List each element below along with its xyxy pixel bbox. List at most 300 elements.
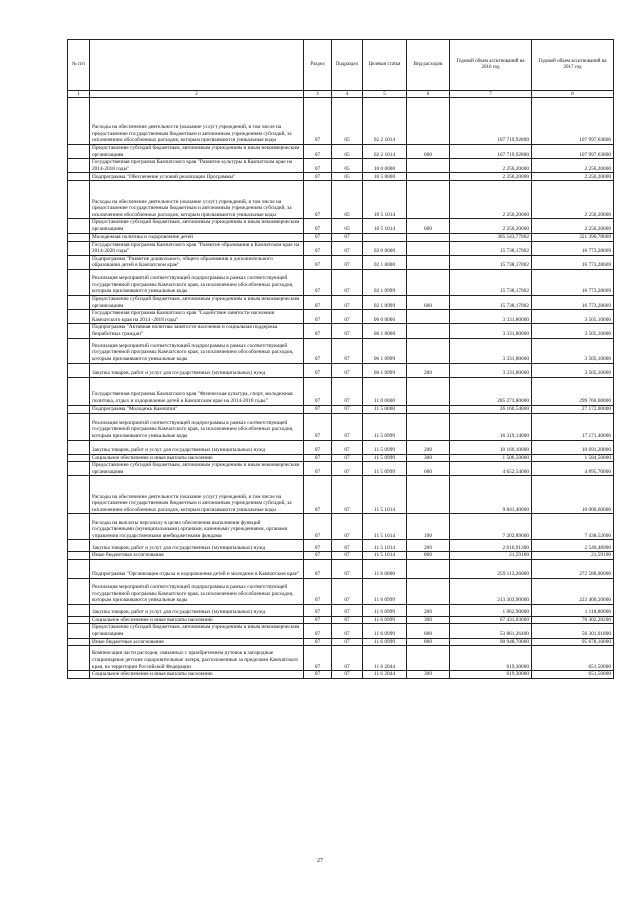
cell-num	[68, 646, 90, 671]
cell-vr	[407, 173, 450, 181]
table-row	[68, 646, 614, 671]
cell-2017: 107 997,63800	[532, 145, 614, 159]
cell-2016: 1 506,50000	[450, 454, 532, 462]
cell-name: Реализация мероприятий соответствующей подпрограммы в рамках соответствующей государственной программы Камчатского края, за исключением обособленных расходов, которым присваиваются уникальные коды	[90, 269, 304, 295]
column-number: 4	[332, 91, 363, 98]
cell-name: Закупка товаров, работ и услуг для государственных (муниципальных) нужд	[90, 363, 304, 377]
table-row	[68, 324, 614, 338]
cell-2016: 2 256,20000	[450, 173, 532, 181]
cell-num	[68, 604, 90, 616]
cell-razdel: 07	[304, 233, 332, 241]
cell-csr: 11 5 1014	[363, 540, 407, 552]
table-row	[68, 338, 614, 363]
cell-csr: 02 2 1014	[363, 98, 407, 145]
cell-vr	[407, 413, 450, 440]
table-row	[68, 310, 614, 324]
cell-2016: 21,59100	[450, 552, 532, 560]
cell-podrazdel: 05	[332, 173, 363, 181]
table-body	[68, 98, 614, 679]
cell-vr: 600	[407, 624, 450, 638]
cell-2017: 2 540,48900	[532, 540, 614, 552]
cell-podrazdel: 07	[332, 310, 363, 324]
cell-name: Расходы на выплаты персоналу в целях обеспечения выполнения функций государственными (муниципальными) органами, казенными учреждениями, органами управления государственными внебюджетными фондами	[90, 514, 304, 540]
cell-vr: 800	[407, 552, 450, 560]
cell-vr	[407, 646, 450, 671]
table-row	[68, 377, 614, 405]
table-row	[68, 181, 614, 219]
cell-razdel: 07	[304, 310, 332, 324]
table-row	[68, 159, 614, 173]
cell-razdel: 07	[304, 324, 332, 338]
cell-podrazdel: 07	[332, 413, 363, 440]
cell-vr	[407, 159, 450, 173]
cell-csr: 11 6 0999	[363, 578, 407, 604]
table-row	[68, 98, 614, 145]
table-row	[68, 405, 614, 413]
cell-razdel: 07	[304, 145, 332, 159]
column-number: 8	[532, 91, 614, 98]
cell-2016: 213 303,90000	[450, 578, 532, 604]
cell-num	[68, 616, 90, 624]
cell-2017: 321 390,78669	[532, 233, 614, 241]
cell-razdel: 07	[304, 646, 332, 671]
cell-vr: 300	[407, 671, 450, 679]
cell-name: Закупка товаров, работ и услуг для государственных (муниципальных) нужд	[90, 604, 304, 616]
cell-2017: 2 256,20000	[532, 159, 614, 173]
cell-2017: 1 584,50000	[532, 454, 614, 462]
column-number: 6	[407, 91, 450, 98]
cell-csr: 11 5 0999	[363, 454, 407, 462]
cell-razdel: 07	[304, 604, 332, 616]
cell-vr	[407, 269, 450, 295]
cell-podrazdel: 05	[332, 145, 363, 159]
cell-num	[68, 219, 90, 233]
cell-razdel: 07	[304, 219, 332, 233]
cell-podrazdel: 07	[332, 377, 363, 405]
cell-2016: 53 861,26400	[450, 624, 532, 638]
cell-vr: 600	[407, 462, 450, 476]
cell-num	[68, 638, 90, 646]
cell-num	[68, 405, 90, 413]
cell-podrazdel: 07	[332, 616, 363, 624]
table-row	[68, 559, 614, 578]
cell-vr: 200	[407, 604, 450, 616]
cell-razdel: 07	[304, 540, 332, 552]
table-row	[68, 241, 614, 255]
cell-name: Предоставление субсидий бюджетным, автономным учреждениям и иным некоммерческим организациям	[90, 624, 304, 638]
cell-name: Государственная программа Камчатского края "Содействие занятости населения Камчатского края на 2014 -2018 годы"	[90, 310, 304, 324]
table-row	[68, 219, 614, 233]
cell-razdel: 07	[304, 241, 332, 255]
cell-podrazdel: 07	[332, 269, 363, 295]
cell-2016: 619,30000	[450, 671, 532, 679]
cell-podrazdel: 05	[332, 181, 363, 219]
cell-2016: 15 738,17002	[450, 241, 532, 255]
cell-num	[68, 377, 90, 405]
cell-razdel: 07	[304, 181, 332, 219]
cell-name: Государственная программа Камчатского края "Развитие образования в Камчатском крае на 2014-2020 годы"	[90, 241, 304, 255]
cell-csr: 10 5 1014	[363, 181, 407, 219]
cell-csr: 11 0 0000	[363, 377, 407, 405]
cell-podrazdel: 07	[332, 324, 363, 338]
cell-2017: 95 678,10000	[532, 638, 614, 646]
cell-num	[68, 363, 90, 377]
cell-2016: 26 160,54000	[450, 405, 532, 413]
cell-podrazdel: 07	[332, 578, 363, 604]
cell-vr	[407, 255, 450, 269]
table-row	[68, 638, 614, 646]
cell-name: Предоставление субсидий бюджетным, автономным учреждениям и иным некоммерческим организациям	[90, 462, 304, 476]
table-row	[68, 476, 614, 514]
cell-razdel: 07	[304, 578, 332, 604]
cell-vr	[407, 181, 450, 219]
cell-num	[68, 476, 90, 514]
header-2017: Годовой объем ассигнований на 2017 год	[532, 40, 614, 91]
cell-2017: 223 400,20000	[532, 578, 614, 604]
cell-num	[68, 462, 90, 476]
cell-num	[68, 671, 90, 679]
cell-razdel: 07	[304, 671, 332, 679]
cell-razdel: 07	[304, 462, 332, 476]
cell-podrazdel: 05	[332, 219, 363, 233]
cell-csr: 11 6 0000	[363, 559, 407, 578]
cell-2017: 3 505,10000	[532, 363, 614, 377]
cell-2017: 56 301,01800	[532, 624, 614, 638]
cell-2016: 3 331,80000	[450, 338, 532, 363]
cell-podrazdel: 07	[332, 552, 363, 560]
cell-num	[68, 454, 90, 462]
cell-razdel: 07	[304, 255, 332, 269]
table-row	[68, 578, 614, 604]
cell-vr	[407, 324, 450, 338]
table-row	[68, 462, 614, 476]
cell-vr: 600	[407, 295, 450, 309]
cell-2016: 2 256,20000	[450, 219, 532, 233]
cell-num	[68, 159, 90, 173]
cell-vr: 300	[407, 616, 450, 624]
cell-podrazdel: 07	[332, 540, 363, 552]
cell-vr: 200	[407, 440, 450, 454]
cell-vr	[407, 241, 450, 255]
cell-razdel: 07	[304, 98, 332, 145]
table-row	[68, 604, 614, 616]
cell-razdel: 07	[304, 295, 332, 309]
cell-2017: 1 118,80000	[532, 604, 614, 616]
cell-num	[68, 241, 90, 255]
cell-name: Реализация мероприятий соответствующей подпрограммы в рамках соответствующей государственной программы Камчатского края, за исключением обособленных расходов, которым присваиваются уникальные коды	[90, 413, 304, 440]
cell-2017: 21,59100	[532, 552, 614, 560]
cell-podrazdel: 07	[332, 476, 363, 514]
table-header	[68, 40, 614, 98]
cell-csr: 02 1 0999	[363, 295, 407, 309]
cell-csr: 02 0 0000	[363, 241, 407, 255]
cell-2016: 285 273,80000	[450, 377, 532, 405]
cell-2016: 2 256,20000	[450, 159, 532, 173]
cell-csr: 11 6 0999	[363, 616, 407, 624]
cell-podrazdel: 07	[332, 462, 363, 476]
cell-2016: 3 331,80000	[450, 324, 532, 338]
cell-podrazdel: 07	[332, 624, 363, 638]
cell-2016: 1 062,90000	[450, 604, 532, 616]
cell-podrazdel: 07	[332, 514, 363, 540]
cell-csr: 02 1 0000	[363, 255, 407, 269]
cell-num	[68, 559, 90, 578]
cell-2016: 15 738,17002	[450, 255, 532, 269]
cell-csr: 06 1 0000	[363, 324, 407, 338]
table-row	[68, 671, 614, 679]
cell-podrazdel: 07	[332, 440, 363, 454]
cell-2017: 272 588,00000	[532, 559, 614, 578]
cell-name: Закупка товаров, работ и услуг для государственных (муниципальных) нужд	[90, 540, 304, 552]
cell-2016: 10 160,10000	[450, 440, 532, 454]
cell-podrazdel: 05	[332, 98, 363, 145]
cell-vr: 600	[407, 219, 450, 233]
cell-num	[68, 440, 90, 454]
cell-csr: 11 5 0000	[363, 405, 407, 413]
cell-num	[68, 310, 90, 324]
cell-num	[68, 578, 90, 604]
column-number: 7	[450, 91, 532, 98]
cell-name: Расходы на обеспечение деятельности (оказание услуг) учреждений, в том числе на предоставление государственным бюджетным и автономным учреждениям субсидий, за исключением обособленных расходов, которым присваиваются уникальные коды	[90, 98, 304, 145]
cell-vr	[407, 98, 450, 145]
cell-2016: 7 202,89600	[450, 514, 532, 540]
table-row	[68, 624, 614, 638]
cell-name: Социальное обеспечение и иные выплаты населению	[90, 454, 304, 462]
cell-csr: 06 1 0999	[363, 363, 407, 377]
header-2016: Годовой объем ассигнований на 2016 год	[450, 40, 532, 91]
cell-vr	[407, 377, 450, 405]
cell-2017: 10 000,60000	[532, 476, 614, 514]
cell-num	[68, 624, 90, 638]
header-csr: Целевая статья	[363, 40, 407, 91]
cell-vr	[407, 405, 450, 413]
column-number: 5	[363, 91, 407, 98]
cell-2017: 70 302,28200	[532, 616, 614, 624]
cell-2016: 16 319,14000	[450, 413, 532, 440]
cell-name: Предоставление субсидий бюджетным, автономным учреждениям и иным некоммерческим организациям	[90, 295, 304, 309]
cell-2016: 90 948,70000	[450, 638, 532, 646]
cell-podrazdel: 07	[332, 454, 363, 462]
cell-2017: 2 256,20000	[532, 181, 614, 219]
cell-razdel: 07	[304, 476, 332, 514]
cell-name: Расходы на обеспечение деятельности (оказание услуг) учреждений, в том числе на предоставление государственным бюджетным и автономным учреждениям субсидий, за исключением обособленных расходов, которым присваиваются уникальные коды	[90, 476, 304, 514]
cell-num	[68, 98, 90, 145]
cell-name: Подпрограмма "Организация отдыха и оздоровления детей и молодежи в Камчатском крае"	[90, 559, 304, 578]
cell-razdel: 07	[304, 377, 332, 405]
cell-2016: 4 652,54000	[450, 462, 532, 476]
cell-name: Подпрограмма "Обеспечение условий реализации Программы"	[90, 173, 304, 181]
cell-2016: 67 431,03600	[450, 616, 532, 624]
cell-2017: 16 773,28669	[532, 255, 614, 269]
cell-razdel: 07	[304, 159, 332, 173]
cell-num	[68, 181, 90, 219]
cell-razdel: 07	[304, 559, 332, 578]
budget-document	[67, 39, 613, 679]
cell-podrazdel: 07	[332, 338, 363, 363]
cell-podrazdel: 07	[332, 363, 363, 377]
cell-2016: 3 331,80000	[450, 363, 532, 377]
cell-2017: 3 505,10000	[532, 338, 614, 363]
column-numbers-row	[68, 91, 614, 98]
cell-csr: 02 2 1014	[363, 145, 407, 159]
cell-csr	[363, 233, 407, 241]
table-row	[68, 454, 614, 462]
cell-name: Компенсация части расходов, связанных с приобретением путевок в загородные стационарные детские оздоровительные лагеря, расположенные за пределами Камчатского края, на территории Российской Федерации	[90, 646, 304, 671]
cell-podrazdel: 07	[332, 646, 363, 671]
cell-csr: 11 5 1014	[363, 476, 407, 514]
cell-num	[68, 338, 90, 363]
cell-podrazdel: 07	[332, 255, 363, 269]
cell-csr: 11 6 2044	[363, 646, 407, 671]
cell-vr	[407, 578, 450, 604]
cell-csr: 06 0 0000	[363, 310, 407, 324]
cell-name: Реализация мероприятий соответствующей подпрограммы в рамках соответствующей государственной программы Камчатского края, за исключением обособленных расходов, которым присваиваются уникальные коды	[90, 578, 304, 604]
cell-csr: 11 6 0999	[363, 638, 407, 646]
cell-podrazdel: 07	[332, 295, 363, 309]
cell-csr: 11 5 1014	[363, 514, 407, 540]
cell-2017: 27 172,00000	[532, 405, 614, 413]
cell-razdel: 07	[304, 413, 332, 440]
header-podrazdel: Подраздел	[332, 40, 363, 91]
cell-vr	[407, 338, 450, 363]
cell-name: Подпрограмма "Развитие дошкольного, общего образования и дополнительного образования детей в Камчатском крае"	[90, 255, 304, 269]
cell-num	[68, 269, 90, 295]
cell-2017: 651,50000	[532, 646, 614, 671]
cell-num	[68, 324, 90, 338]
cell-2017: 16 773,28669	[532, 269, 614, 295]
cell-csr: 11 5 1014	[363, 552, 407, 560]
cell-2016: 15 738,17002	[450, 295, 532, 309]
cell-csr: 06 1 0999	[363, 338, 407, 363]
table-row	[68, 413, 614, 440]
cell-2017: 299 760,00000	[532, 377, 614, 405]
cell-razdel: 07	[304, 454, 332, 462]
cell-num	[68, 540, 90, 552]
page-number: 27	[317, 858, 323, 864]
cell-vr: 300	[407, 454, 450, 462]
cell-razdel: 07	[304, 624, 332, 638]
table-row	[68, 440, 614, 454]
cell-csr: 10 5 0000	[363, 173, 407, 181]
cell-name: Предоставление субсидий бюджетным, автономным учреждениям и иным некоммерческим организациям	[90, 219, 304, 233]
cell-name: Государственная программа Камчатского края "Физическая культура, спорт, молодежная политика, отдых и оздоровление детей в Камчатском крае на 2014-2018 годы"	[90, 377, 304, 405]
cell-podrazdel: 07	[332, 241, 363, 255]
cell-csr: 10 0 0000	[363, 159, 407, 173]
cell-name: Социальное обеспечение и иные выплаты населению	[90, 671, 304, 679]
cell-vr	[407, 476, 450, 514]
cell-csr: 11 6 2044	[363, 671, 407, 679]
cell-name: Государственная программа Камчатского края "Развитие культуры в Камчатском крае на 2014-2018 годы"	[90, 159, 304, 173]
cell-2017: 10 691,20000	[532, 440, 614, 454]
cell-csr: 11 6 0999	[363, 624, 407, 638]
cell-razdel: 07	[304, 616, 332, 624]
cell-podrazdel: 07	[332, 604, 363, 616]
cell-2017: 4 895,70000	[532, 462, 614, 476]
table-row	[68, 552, 614, 560]
column-number: 2	[90, 91, 304, 98]
cell-razdel: 07	[304, 638, 332, 646]
cell-2016: 9 841,40000	[450, 476, 532, 514]
cell-2016: 2 616,91300	[450, 540, 532, 552]
cell-vr	[407, 310, 450, 324]
cell-razdel: 07	[304, 173, 332, 181]
cell-2017: 2 256,20000	[532, 219, 614, 233]
cell-num	[68, 233, 90, 241]
cell-razdel: 07	[304, 552, 332, 560]
cell-2016: 619,30000	[450, 646, 532, 671]
cell-2017: 3 505,10000	[532, 310, 614, 324]
cell-name: Предоставление субсидий бюджетным, автономным учреждениям и иным некоммерческим организациям	[90, 145, 304, 159]
cell-num	[68, 145, 90, 159]
cell-razdel: 07	[304, 514, 332, 540]
cell-vr	[407, 233, 450, 241]
cell-csr: 11 6 0999	[363, 604, 407, 616]
cell-razdel: 07	[304, 405, 332, 413]
cell-razdel: 07	[304, 440, 332, 454]
header-name	[90, 40, 304, 91]
header-vr: Вид расходов	[407, 40, 450, 91]
cell-razdel: 07	[304, 338, 332, 363]
cell-name: Молодежная политика и оздоровление детей	[90, 233, 304, 241]
header-razdel: Раздел	[304, 40, 332, 91]
cell-name: Иные бюджетные ассигнования	[90, 638, 304, 646]
cell-2016: 305 543,77002	[450, 233, 532, 241]
cell-2017: 3 505,10000	[532, 324, 614, 338]
table-row	[68, 540, 614, 552]
cell-2017: 16 773,28669	[532, 295, 614, 309]
cell-podrazdel: 07	[332, 638, 363, 646]
cell-2017: 17 171,40000	[532, 413, 614, 440]
cell-podrazdel: 07	[332, 233, 363, 241]
cell-num	[68, 552, 90, 560]
cell-num	[68, 173, 90, 181]
cell-vr: 100	[407, 514, 450, 540]
cell-csr: 11 5 0999	[363, 462, 407, 476]
cell-razdel: 07	[304, 269, 332, 295]
table-row	[68, 514, 614, 540]
cell-vr: 200	[407, 540, 450, 552]
table-row	[68, 145, 614, 159]
cell-csr: 11 5 0999	[363, 413, 407, 440]
cell-2017: 2 256,20000	[532, 173, 614, 181]
cell-2016: 15 738,17002	[450, 269, 532, 295]
header-num: № п/п	[68, 40, 90, 91]
cell-2017: 7 438,52600	[532, 514, 614, 540]
cell-num	[68, 295, 90, 309]
cell-vr: 800	[407, 638, 450, 646]
cell-razdel: 07	[304, 363, 332, 377]
cell-podrazdel: 07	[332, 671, 363, 679]
budget-table	[67, 39, 614, 679]
column-number: 1	[68, 91, 90, 98]
cell-name: Социальное обеспечение и иные выплаты населению	[90, 616, 304, 624]
cell-name: Иные бюджетные ассигнования	[90, 552, 304, 560]
table-row	[68, 616, 614, 624]
table-row	[68, 295, 614, 309]
cell-name: Подпрограмма "Активная политика занятости населения и социальная поддержка безработных граждан"	[90, 324, 304, 338]
cell-2017: 651,50000	[532, 671, 614, 679]
cell-num	[68, 413, 90, 440]
cell-num	[68, 255, 90, 269]
cell-podrazdel: 07	[332, 559, 363, 578]
cell-name: Закупка товаров, работ и услуг для государственных (муниципальных) нужд	[90, 440, 304, 454]
cell-2016: 107 719,92800	[450, 145, 532, 159]
cell-2016: 2 256,20000	[450, 181, 532, 219]
cell-name: Подпрограмма "Молодежь Камчатки"	[90, 405, 304, 413]
cell-num	[68, 514, 90, 540]
cell-csr: 10 5 1014	[363, 219, 407, 233]
cell-vr: 200	[407, 363, 450, 377]
